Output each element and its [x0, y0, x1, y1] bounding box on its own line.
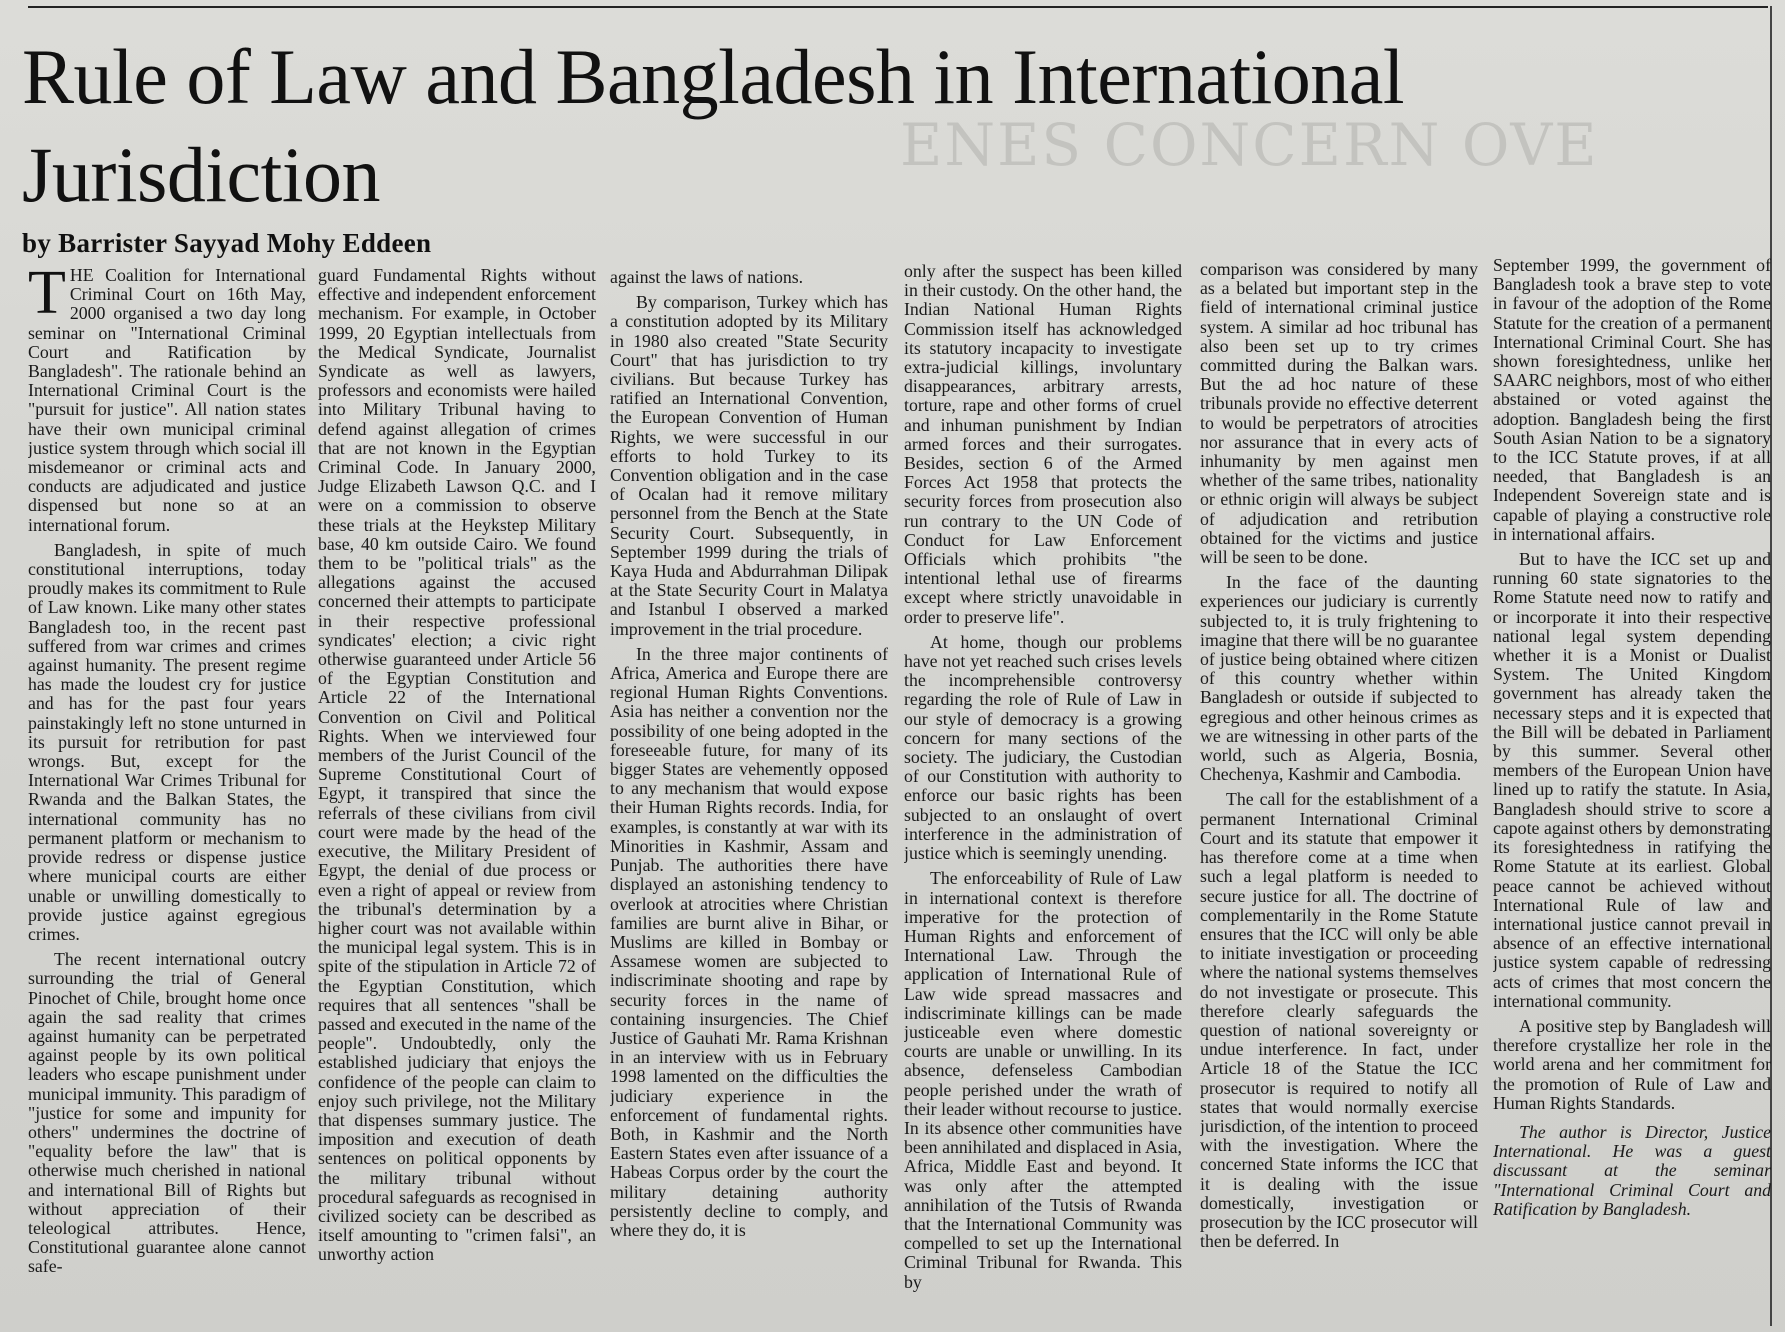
paragraph: Bangladesh, in spite of much constitutional interruptions, today proudly makes its commitment to Rule of Law known. Like many other states Bangladesh too, in the recent past suffered from war crimes and crimes against humanity. The present regime has made the loudest cry for justice and has for the past four years painstakingly left no stone unturned in its pursuit for retribution for past wrongs. But, except for the International War Crimes Tribunal for Rwanda and the Balkan States, the international community has no permanent platform or mechanism to provide redress or dispense justice where municipal courts are either unable or unwilling domestically to provide justice against egregious crimes.	[28, 539, 306, 944]
byline: by Barrister Sayyad Mohy Eddeen	[22, 228, 432, 258]
paragraph: But to have the ICC set up and running 60 state signatories to the Rome Statute need now to ratify and or incorporate it into their respective national legal system depending whether it is a Monist or Dualist System. The United Kingdom government has already taken the necessary steps and it is expected that the Bill will be debated in Parliament by this summer. Several other members of the European Union have lined up to ratify the statute. In Asia, Bangladesh should strive to score a capote against others by demonstrating its foresightedness in ratifying the Rome Statute at its earliest. Global peace cannot be achieved without International Rule of law and international justice cannot prevail in absence of an effective international justice system capable of redressing acts of crimes that most concern the international community.	[1493, 549, 1771, 1011]
article-column-2	[318, 266, 596, 1328]
article-column-3	[610, 268, 888, 1330]
headline: Rule of Law and Bangladesh in International Jurisdiction	[22, 33, 1405, 218]
article-column-4	[904, 262, 1182, 1324]
paragraph: guard Fundamental Rights without effective and independent enforcement mechanism. For example, in October 1999, 20 Egyptian intellectuals from the Medical Syndicate, Journalist Syndicate as well as lawyers, professors and economists were hailed into Military Tribunal having to defend against allegation of crimes that are not known in the Egyptian Criminal Code. In January 2000, Judge Elizabeth Lawson Q.C. and I were on a commission to observe these trials at the Heykstep Military base, 40 km outside Cairo. We found them to be "political trials" as the allegations against the accused concerned their attempts to participate in their respective professional syndicates' election; a civic right otherwise guaranteed under Article 56 of the Egyptian Constitution and Article 22 of the International Convention on Civil and Political Rights. When we interviewed four members of the Jurist Council of the Supreme Constitutional Court of Egypt, it transpired that since the referrals of these civilians from civil court were made by the head of the executive, the Military President of Egypt, the denial of due process or even a right of appeal or review from the tribunal's determination by a higher court was not available within the municipal legal system. This is in spite of the stipulation in Article 72 of the Egyptian Constitution, which requires that all sentences "shall be passed and executed in the name of the people". Undoubtedly, only the established judiciary that enjoys the confidence of the people can claim to enjoy such privilege, not the Military that dispenses summary justice. The imposition and execution of death sentences on political opponents by the military tribunal without procedural safeguards as recognised in civilized society can be described as itself amounting to "crimen falsi", an unworthy action	[318, 266, 596, 1265]
paragraph: The recent international outcry surrounding the trial of General Pinochet of Chile, brought home once again the sad reality that crimes against humanity can be perpetrated against people by its own political leaders who escape punishment under municipal immunity. This paradigm of "justice for some and impunity for others" undermines the doctrine of "equality before the law" that is otherwise much cherished in national and international Bill of Rights but without appreciation of their teleological attributes. Hence, Constitutional guarantee alone cannot safe-	[28, 949, 306, 1277]
paragraph: A positive step by Bangladesh will therefore crystallize her role in the world arena and her commitment for the promotion of Rule of Law and Human Rights Standards.	[1493, 1015, 1771, 1113]
paragraph: By comparison, Turkey which has a constitution adopted by its Military in 1980 also created "State Security Court" that has jurisdiction to try civilians. But because Turkey has ratified an International Convention, the European Convention of Human Rights, we were successful in our efforts to hold Turkey to its Convention obligation and in the case of Ocalan had it remove military personnel from the Bench at the State Security Court. Subsequently, in September 1999 during the trials of Kaya Huda and Abdurrahman Dilipak at the State Security Court in Malatya and Istanbul I observed a marked improvement in the trial procedure.	[610, 292, 888, 639]
paragraph: In the face of the daunting experiences our judiciary is currently subjected to, it is truly frightening to imagine that there will be no guarantee of justice being obtained where citizen of this country whether within Bangladesh or outside if subjected to egregious and other heinous crimes as we are witnessing in other parts of the world, such as Algeria, Bosnia, Chechenya, Kashmir and Cambodia.	[1200, 572, 1478, 785]
paragraph: against the laws of nations.	[610, 268, 804, 287]
drop-cap: T	[28, 266, 66, 327]
top-rule	[28, 6, 1768, 8]
paragraph: THE Coalition for International Criminal Court on 16th May, 2000 organised a two day long seminar on "International Criminal Court and Ratification by Bangladesh". The rationale behind an International Criminal Court is the "pursuit for justice". All nation states have their own municipal criminal justice system through which social ill misdemeanor or criminal acts and conducts are adjudicated and justice dispensed but none so at an international forum.	[28, 266, 306, 535]
paragraph: The enforceability of Rule of Law in international context is therefore imperative for the protection of Human Rights and enforcement of International Law. Through the application of International Rule of Law wide spread massacres and indiscriminate killings can be made justiceable even where domestic courts are unable or unwilling. In its absence, defenseless Cambodian people perished under the wrath of their leader without recourse to justice. In its absence other communities have been annihilated and displaced in Asia, Africa, Middle East and beyond. It was only after the attempted annihilation of the Tutsis of Rwanda that the International Community was compelled to set up the International Criminal Tribunal for Rwanda. This by	[904, 868, 1182, 1292]
author-note: The author is Director, Justice International. He was a guest discussant at the seminar "International Criminal Court and Ratification by Bangladesh.	[1493, 1121, 1771, 1219]
paragraph: comparison was considered by many as a belated but important step in the field of international criminal justice system. A similar ad hoc tribunal has also been set up to try crimes committed during the Balkan wars. But the ad hoc nature of these tribunals provide no effective deterrent to would be perpetrators of atrocities nor assurance that in every acts of inhumanity by men against men whether of the same tribes, nationality or ethnic origin will always be subject of adjudication and retribution obtained for the victims and justice will be seen to be done.	[1200, 260, 1478, 568]
article-column-1	[28, 266, 306, 1328]
paragraph: The call for the establishment of a permanent International Criminal Court and its statute that empower it has therefore come at a time when such a legal platform is needed to secure justice for all. The doctrine of complementarily in the Rome Statute ensures that the ICC will only be able to initiate investigation or proceeding where the national systems themselves do not investigate or prosecute. This therefore clearly safeguards the question of national sovereignty or undue interference. In fact, under Article 18 of the Statue the ICC prosecutor is required to notify all states that would normally exercise jurisdiction, of the intention to proceed with the investigation. Where the concerned State informs the ICC that it is dealing with the issue domestically, investigation or prosecution by the ICC prosecutor will then be deferred. In	[1200, 789, 1478, 1252]
bleed-through-text: ENES CONCERN OVE	[900, 111, 1599, 179]
paragraph: only after the suspect has been killed in their custody. On the other hand, the Indian National Human Rights Commission itself has acknowledged its statutory incapacity to investigate extra-judicial killings, involuntary disappearances, arbitrary arrests, torture, rape and other forms of cruel and inhuman punishment by Indian armed forces and their surrogates. Besides, section 6 of the Armed Forces Act 1958 that protects the security forces from prosecution also run contrary to the UN Code of Conduct for Law Enforcement Officials which prohibits "the intentional lethal use of firearms except where strictly unavoidable in order to preserve life".	[904, 262, 1182, 627]
paragraph: In the three major continents of Africa, America and Europe there are regional Human Rights Conventions. Asia has neither a convention nor the possibility of one being adopted in the foreseeable future, for many of its bigger States are vehemently opposed to any mechanism that would expose their Human Rights records. India, for examples, is constantly at war with its Minorities in Kashmir, Assam and Punjab. The authorities there have displayed an astonishing tendency to overlook at atrocities where Christian families are burnt alive in Bihar, or Muslims are killed in Bombay or Assamese women are subjected to indiscriminate shooting and rape by security forces in the name of containing insurgencies. The Chief Justice of Gauhati Mr. Rama Krishnan in an interview with us in February 1998 lamented on the difficulties the judiciary experience in the enforcement of fundamental rights. Both, in Kashmir and the North Eastern States even after issuance of a Habeas Corpus order by the court the military detaining authority persistently decline to comply, and where they do, it is	[610, 643, 888, 1240]
paragraph: September 1999, the government of Bangladesh took a brave step to vote in favour of the adoption of the Rome Statute for the creation of a permanent International Criminal Court. She has shown foresightedness, unlike her SAARC neighbors, most of who either abstained or voted against the adoption. Bangladesh being the first South Asian Nation to be a signatory to the ICC Statute proves, if at all needed, that Bangladesh is an Independent Sovereign state and is capable of playing a constructive role in international affairs.	[1493, 256, 1771, 544]
paragraph: At home, though our problems have not yet reached such crises levels the incomprehensible controversy regarding the role of Rule of Law in our style of democracy is a growing concern for many sections of the society. The judiciary, the Custodian of our Constitution with authority to enforce our basic rights has been subjected to an onslaught of overt interference in the administration of justice which is seemingly unending.	[904, 631, 1182, 864]
article-column-5	[1200, 260, 1478, 1322]
article-column-6	[1493, 256, 1771, 1318]
